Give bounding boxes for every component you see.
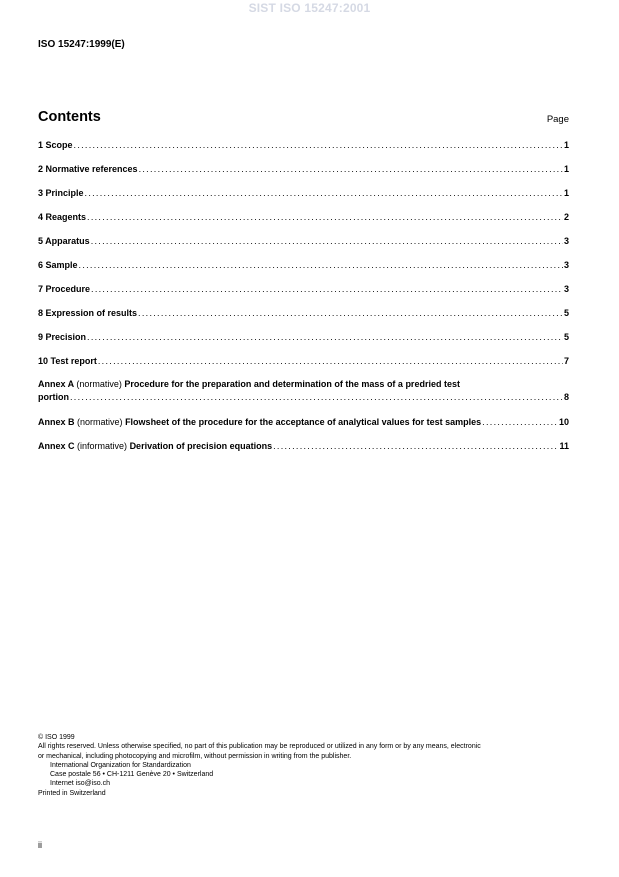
toc-entry-page: 8 — [563, 392, 569, 402]
annex-kind: (informative) — [77, 441, 128, 451]
toc-entry-page: 1 — [563, 164, 569, 174]
annex-letter: Annex A — [38, 379, 74, 389]
toc-entry-page: 11 — [559, 441, 569, 451]
toc-leader — [91, 236, 563, 246]
postal-address: Case postale 56 • CH-1211 Genève 20 • Switzerland — [50, 771, 214, 779]
rights-line-1: All rights reserved. Unless otherwise specified, no part of this publication may be reproduced or utilized in any form or by any means, electronic — [38, 743, 481, 751]
toc-leader — [85, 188, 563, 198]
page-number: ii — [38, 840, 42, 850]
toc-leader — [74, 140, 563, 150]
toc-annex-c[interactable] — [38, 441, 569, 451]
toc-annex-a-line1[interactable] — [38, 379, 569, 389]
rights-line-2: or mechanical, including photocopying and microfilm, without permission in writing from the publisher. — [38, 752, 352, 760]
toc-entry-page: 10 — [558, 417, 569, 427]
toc-entry-label: 8 Expression of results — [38, 308, 138, 318]
annex-kind: (normative) — [76, 379, 122, 389]
toc-entry-page: 3 — [563, 236, 569, 246]
toc-entry[interactable] — [38, 308, 569, 318]
toc-entry[interactable] — [38, 356, 569, 366]
toc-entry-page: 7 — [563, 356, 569, 366]
annex-letter: Annex C — [38, 441, 75, 451]
toc-entry-page: 3 — [563, 284, 569, 294]
toc-entry[interactable] — [38, 140, 569, 150]
document-id: ISO 15247:1999(E) — [38, 39, 125, 50]
toc-entry-label: 5 Apparatus — [38, 236, 90, 246]
toc-entry-page: 1 — [563, 188, 569, 198]
toc-entry[interactable] — [38, 260, 569, 270]
annex-title: Procedure for the preparation and determination of the mass of a predried test — [124, 379, 460, 389]
annex-title: Flowsheet of the procedure for the acceptance of analytical values for test samples — [125, 417, 482, 427]
toc-entry-label: 6 Sample — [38, 260, 78, 270]
toc-leader — [482, 417, 558, 427]
annex-title: Derivation of precision equations — [129, 441, 273, 451]
toc-entry-label: 10 Test report — [38, 356, 97, 366]
toc-entry-label: 3 Principle — [38, 188, 84, 198]
toc-leader — [79, 260, 563, 270]
toc-entry[interactable] — [38, 332, 569, 342]
toc-entry-page: 1 — [563, 140, 569, 150]
organization-name: International Organization for Standardization — [50, 761, 191, 769]
toc-leader — [98, 356, 563, 366]
annex-title-continued: portion — [38, 392, 69, 402]
toc-entry[interactable] — [38, 188, 569, 198]
toc-annex-a-line2[interactable] — [38, 392, 569, 402]
toc-entry[interactable] — [38, 284, 569, 294]
toc-entry-page: 3 — [563, 260, 569, 270]
contents-title: Contents — [38, 109, 101, 125]
toc-entry[interactable] — [38, 164, 569, 174]
toc-entry-label: 7 Procedure — [38, 284, 91, 294]
toc-leader — [138, 308, 563, 318]
toc-leader — [87, 332, 563, 342]
page-column-label: Page — [546, 114, 569, 125]
annex-letter: Annex B — [38, 417, 75, 427]
copyright-line: © ISO 1999 — [38, 734, 75, 741]
toc-leader — [87, 212, 563, 222]
toc-leader — [70, 392, 563, 402]
toc-entry-label: 9 Precision — [38, 332, 87, 342]
toc-annex-b[interactable] — [38, 417, 569, 427]
internet-address: Internet iso@iso.ch — [50, 780, 111, 788]
toc-leader — [273, 441, 558, 451]
toc-leader — [91, 284, 563, 294]
toc-entry-label: 2 Normative references — [38, 164, 138, 174]
toc-entry-page: 2 — [563, 212, 569, 222]
toc-entry-page: 5 — [563, 332, 569, 342]
annex-kind: (normative) — [77, 417, 123, 427]
toc-entry[interactable] — [38, 236, 569, 246]
printed-in: Printed in Switzerland — [38, 789, 106, 797]
toc-entry-label: 4 Reagents — [38, 212, 87, 222]
copyright-footer — [38, 733, 578, 798]
watermark: SIST ISO 15247:2001 — [248, 1, 371, 15]
toc-entry[interactable] — [38, 212, 569, 222]
toc-entry-page: 5 — [563, 308, 569, 318]
toc-entry-label: 1 Scope — [38, 140, 73, 150]
toc-leader — [139, 164, 563, 174]
